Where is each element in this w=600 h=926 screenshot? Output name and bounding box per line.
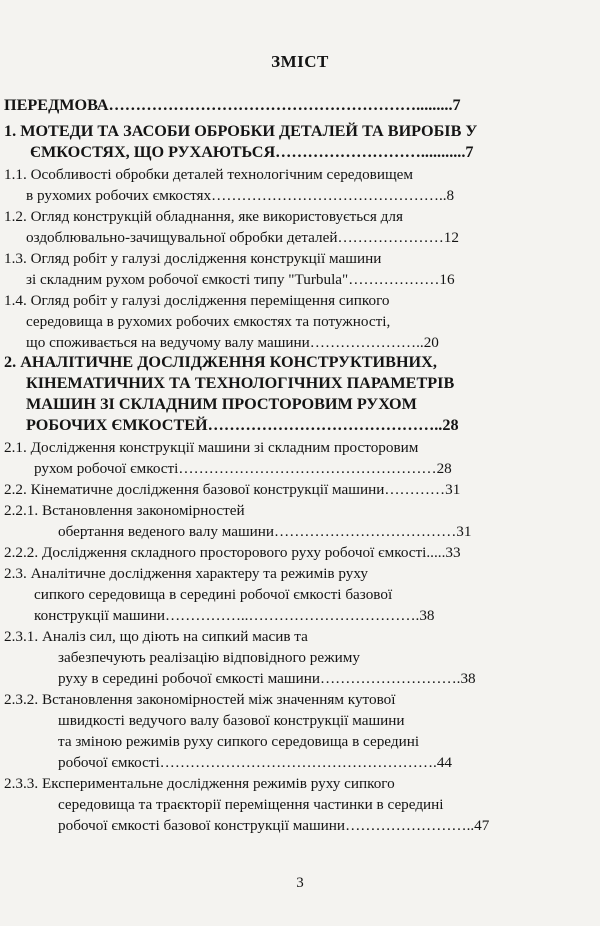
toc-line: руху в середині робочої ємкості машини……………………….38 xyxy=(58,670,476,687)
toc-line: ПЕРЕДМОВА………………………………………………….........7 xyxy=(4,96,461,114)
toc-line: ЄМКОСТЯХ, ЩО РУХАЮТЬСЯ………………………...........7 xyxy=(30,143,474,161)
page-title: ЗМІСТ xyxy=(271,52,329,71)
toc-line: середовища в рухомих робочих ємкостях та потужності, xyxy=(26,313,391,330)
toc-line: 2.2.1. Встановлення закономірностей xyxy=(4,502,245,519)
toc-line: КІНЕМАТИЧНИХ ТА ТЕХНОЛОГІЧНИХ ПАРАМЕТРІВ xyxy=(26,374,455,392)
toc-line: 2.2.2. Дослідження складного просторового руху робочої ємкості.....33 xyxy=(4,544,461,561)
toc-line: швидкості ведучого валу базової конструкції машини xyxy=(58,712,405,729)
toc-line: РОБОЧИХ ЄМКОСТЕЙ……………………………………..28 xyxy=(26,416,459,434)
toc-line: в рухомих робочих ємкостях………………………………………..8 xyxy=(26,187,455,204)
toc-line: 2.3.2. Встановлення закономірностей між значенням кутової xyxy=(4,691,396,708)
toc-line: робочої ємкості……………………………………………….44 xyxy=(58,754,453,771)
toc-line: 2.3.3. Експериментальне дослідження режимів руху сипкого xyxy=(4,775,395,792)
toc-line: МАШИН ЗІ СКЛАДНИМ ПРОСТОРОВИМ РУХОМ xyxy=(26,395,417,413)
toc-line: рухом робочої ємкості……………………………………………28 xyxy=(34,460,452,477)
toc-line: 1.3. Огляд робіт у галузі дослідження конструкції машини xyxy=(4,250,382,267)
toc-line: 1. МОТЕДИ ТА ЗАСОБИ ОБРОБКИ ДЕТАЛЕЙ ТА ВИРОБІВ У xyxy=(4,122,478,140)
toc-line: робочої ємкості базової конструкції машини……………………..47 xyxy=(58,817,490,834)
toc-line: 2.1. Дослідження конструкції машини зі складним просторовим xyxy=(4,439,419,456)
toc-line: 2.3.1. Аналіз сил, що діють на сипкий масив та xyxy=(4,628,308,645)
toc-line: 2. АНАЛІТИЧНЕ ДОСЛІДЖЕННЯ КОНСТРУКТИВНИХ, xyxy=(4,353,437,371)
toc-line: зі складним рухом робочої ємкості типу "Turbula"………………16 xyxy=(26,271,455,288)
toc-line: середовища та траєкторії переміщення частинки в середині xyxy=(58,796,444,813)
toc-line: 2.2. Кінематичне дослідження базової конструкції машини…………31 xyxy=(4,481,461,498)
toc-line: 2.3. Аналітичне дослідження характеру та режимів руху xyxy=(4,565,368,582)
toc-line: забезпечують реалізацію відповідного режиму xyxy=(58,649,360,666)
toc-line: 1.2. Огляд конструкцій обладнання, яке використовується для xyxy=(4,208,403,225)
toc-line: що споживається на ведучому валу машини…………………..20 xyxy=(26,334,439,351)
page-number: 3 xyxy=(296,875,304,891)
toc-line: 1.4. Огляд робіт у галузі дослідження переміщення сипкого xyxy=(4,292,390,309)
toc-line: сипкого середовища в середині робочої ємкості базової xyxy=(34,586,393,603)
toc-line: 1.1. Особливості обробки деталей технологічним середовищем xyxy=(4,166,414,183)
toc-line: оздоблювально-зачищувальної обробки деталей…………………12 xyxy=(26,229,459,246)
toc-line: обертання веденого валу машини………………………………31 xyxy=(58,523,472,540)
toc-line: конструкції машини……………..…………………………….38 xyxy=(34,607,435,624)
toc-line: та зміною режимів руху сипкого середовища в середині xyxy=(58,733,420,750)
